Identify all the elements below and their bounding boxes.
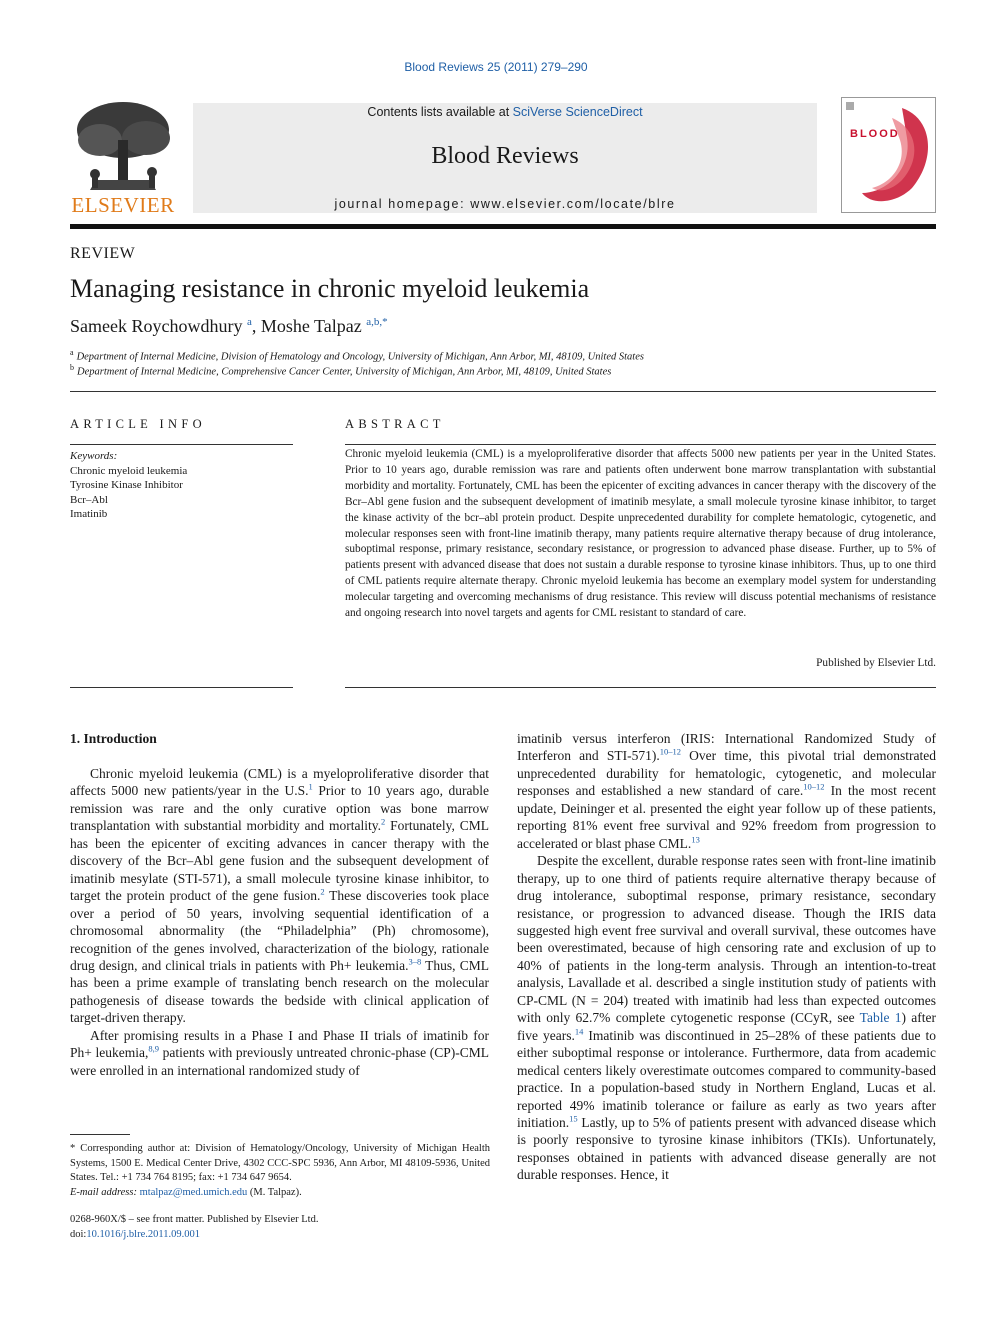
- email-link[interactable]: mtalpaz@med.umich.edu: [139, 1186, 248, 1198]
- section-heading-introduction: 1. Introduction: [70, 731, 157, 746]
- contents-prefix: Contents lists available at: [367, 105, 513, 119]
- affiliation-mark: a: [70, 348, 74, 357]
- text-run: Lastly, up to 5% of patients present with advanced disease which is poorly responsive to tyrosine kinase inhibitors (TKIs). Unfortunately, responses obtained in patients with advanced disease generally are not durable responses. Hence, it: [517, 1114, 936, 1183]
- table-link[interactable]: Table 1: [859, 1010, 902, 1026]
- citation-link[interactable]: 10–12: [803, 781, 825, 792]
- text-run: Imatinib was discontinued in 25–28% of these patients due to either suboptimal response or intolerance. Furthermore, data from academic medical centers likely overestimate outcomes compared to community-based practice. In a population-based study in Northern England, Lucas et al. reported 49% imatinib tolerance or failure as early as two years after initiation.: [517, 1027, 936, 1130]
- citation-link[interactable]: 2: [320, 886, 325, 897]
- article-title: Managing resistance in chronic myeloid leukemia: [70, 274, 590, 303]
- article-section-label: REVIEW: [70, 245, 136, 262]
- abstract-heading: ABSTRACT: [345, 417, 445, 431]
- text-run: imatinib versus interferon (IRIS: International Randomized Study of Interferon and STI-571).: [517, 731, 936, 764]
- text-run: patients with previously untreated chronic-phase (CP)-CML were enrolled in an international randomized study of: [70, 1045, 489, 1078]
- tree-icon: [70, 100, 176, 196]
- keywords-block: [70, 449, 293, 522]
- cover-title: BLOOD: [850, 128, 900, 140]
- abstract-bottom-rule: [345, 687, 936, 688]
- author-affiliation-mark[interactable]: a: [246, 316, 252, 328]
- journal-header-banner: [193, 103, 817, 213]
- author-name[interactable]: Sameek Roychowdhury: [70, 316, 243, 336]
- footnote-text: * Corresponding author at: Division of Hematology/Oncology, University of Michigan Health Systems, 1500 E. Medical Center Drive, 4302 CCC-SPC 5936, Ann Arbor, MI 48109-5936, United States. Tel.: +1 734 764 8195; fax: +1 734 647 9654.: [70, 1143, 490, 1184]
- author-affiliation-mark[interactable]: a,b,*: [366, 316, 388, 328]
- keyword: Tyrosine Kinase Inhibitor: [70, 479, 183, 492]
- sciverse-link[interactable]: SciVerse ScienceDirect: [512, 105, 643, 119]
- text-run: Thus, CML has been a prime example of translating bench research on the molecular pathogenesis of disease towards the bedside with clinical application of target-driven therapy.: [70, 957, 489, 1026]
- text-run: These discoveries took place over a period of 50 years, involving sequential identification of a chromosomal abnormality (the “Philadelphia” (Ph) chromosome), recognition of the genes involved, characterization of the biology, rationale drug design, and clinical trials in patients with Ph+ leukemia.: [70, 888, 489, 973]
- text-run: In the most recent update, Deininger et al. presented the eight year follow up of these patients, reporting 81% event free survival and 92% freedom from progression to accelerated or blast phase CML.: [517, 783, 936, 851]
- text-run: Despite the excellent, durable response rates seen with front-line imatinib therapy, up to one third of patients require alternative therapy because of drug intolerance, suboptimal response, primary resistance, secondary resistance, or progression to advanced disease. Though the IRIS data suggested high event free survival and overall survival, these outcomes have been overestimated, because of high censoring rate and exclusion of up to 40% of patients in the long-term analysis. Through an intention-to-treat analysis, Lavallade et al. described a single institution study of patients with CP-CML (N = 204) treated with imatinib had less than expected outcomes with only 62.7% complete cytogenetic response (CCyR, see: [517, 853, 936, 1026]
- text-run: Over time, this pivotal trial demonstrated unprecedented durability for hematologic, cytogenetic, and molecular responses and established a new standard of care.: [517, 748, 937, 799]
- keyword: Imatinib: [70, 508, 108, 521]
- text-run: ) after five years.: [517, 1010, 936, 1043]
- author-separator: ,: [251, 316, 261, 336]
- doi-link[interactable]: 10.1016/j.blre.2011.09.001: [86, 1228, 200, 1240]
- text-run: Prior to 10 years ago, durable remission was rare and the only curative option was bone marrow transplantation with substantial morbidity and mortality.: [70, 783, 489, 834]
- journal-reference-link[interactable]: Blood Reviews 25 (2011) 279–290: [404, 60, 588, 74]
- article-info-rule: [70, 444, 293, 445]
- body-column-left: [70, 765, 489, 1079]
- affiliation-text: Department of Internal Medicine, Division of Hematology and Oncology, University of Michigan, Ann Arbor, MI, 48109, United States: [76, 351, 644, 363]
- keyword: Bcr–Abl: [70, 493, 108, 506]
- citation-link[interactable]: 10–12: [659, 746, 681, 757]
- cover-art: [842, 98, 935, 212]
- keyword: Chronic myeloid leukemia: [70, 464, 188, 477]
- published-by: Published by Elsevier Ltd.: [816, 657, 936, 669]
- citation-link[interactable]: 1: [308, 781, 313, 792]
- journal-homepage-link[interactable]: journal homepage: www.elsevier.com/locate/blre: [334, 197, 676, 211]
- affiliation-b: [70, 363, 611, 378]
- abstract-text: Chronic myeloid leukemia (CML) is a myeloproliferative disorder that affects 5000 new patients per year in the United States. Prior to 10 years ago, durable remission was rare and patients often underwent bone marrow transplantation with substantial morbidity and mortality. Fortunately, CML has been the epicenter of exciting advances in cancer therapy with the discovery of the Bcr–Abl gene fusion and the subsequent development of imatinib mesylate, a small molecule tyrosine kinase inhibitor, to target the kinase activity of the bcr–abl protein product. Despite unprecedented durability for complete hematologic, cytogenetic, and molecular responses seen with front-line imatinib therapy, many patients require alternative therapy because of drug intolerance, suboptimal response, primary resistance, secondary resistance, or progression to advanced phase disease. Further, up to 5% of patients present with advanced disease that does not sustain a durable response to tyrosine kinase inhibitors. Thus, up to one third of CML patients require alternate therapy. Chronic myeloid leukemia has become an exemplary model system for understanding molecular targeting and overcoming mechanisms of drug resistance. This review will discuss potential mechanisms of resistance and ongoing research into novel targets and agents for CML resistant to standard of care.: [345, 448, 936, 620]
- affiliation-mark: b: [70, 363, 74, 372]
- paragraph: [70, 765, 489, 1027]
- front-matter: [70, 1213, 318, 1242]
- doi-prefix: doi:: [70, 1228, 87, 1240]
- citation-link[interactable]: 2: [381, 816, 386, 827]
- article-info-heading: ARTICLE INFO: [70, 417, 206, 431]
- paragraph: [70, 1027, 489, 1079]
- elsevier-logo: [70, 100, 176, 218]
- author-list: [70, 316, 388, 337]
- abstract-rule: [345, 444, 936, 445]
- issn-line: 0268-960X/$ – see front matter. Published by Elsevier Ltd.: [70, 1214, 319, 1225]
- email-label: E-mail address:: [70, 1186, 137, 1198]
- paragraph: [517, 730, 936, 852]
- elsevier-wordmark: ELSEVIER: [71, 193, 175, 217]
- article-info-bottom-rule: [70, 687, 293, 688]
- corresponding-author-footnote: [70, 1142, 490, 1200]
- journal-cover-image: [841, 97, 936, 213]
- citation-link[interactable]: 14: [574, 1026, 584, 1037]
- citation-link[interactable]: 3–8: [408, 956, 422, 967]
- affiliation-text: Department of Internal Medicine, Comprehensive Cancer Center, University of Michigan, Ann Arbor, MI, 48109, United States: [77, 366, 612, 378]
- header-divider: [70, 224, 936, 229]
- paragraph: [517, 852, 936, 1184]
- body-column-right: [517, 730, 936, 1184]
- footnote-rule: [70, 1134, 130, 1135]
- title-divider: [70, 391, 936, 392]
- journal-title: Blood Reviews: [431, 143, 579, 169]
- text-run: After promising results in a Phase I and Phase II trials of imatinib for Ph+ leukemia,: [70, 1027, 489, 1061]
- text-run: Fortunately, CML has been the epicenter of exciting advances in cancer therapy with the discovery of the Bcr–Abl gene fusion and the subsequent development of imatinib mesylate (STI-571), a small molecule tyrosine kinase inhibitor, to target the protein product of the gene fusion.: [70, 818, 489, 904]
- doi-line: [70, 1228, 318, 1243]
- citation-link[interactable]: 13: [691, 834, 700, 845]
- email-suffix: (M. Talpaz).: [247, 1186, 302, 1198]
- keywords-label: Keywords:: [70, 450, 118, 462]
- contents-line: [193, 105, 817, 119]
- text-run: Chronic myeloid leukemia (CML) is a myeloproliferative disorder that affects 5000 new patients/year in the U.S.: [70, 766, 489, 799]
- affiliation-a: [70, 348, 644, 363]
- citation-link[interactable]: 15: [569, 1113, 578, 1124]
- citation-link[interactable]: 8,9: [148, 1043, 159, 1054]
- author-name[interactable]: Moshe Talpaz: [260, 316, 362, 336]
